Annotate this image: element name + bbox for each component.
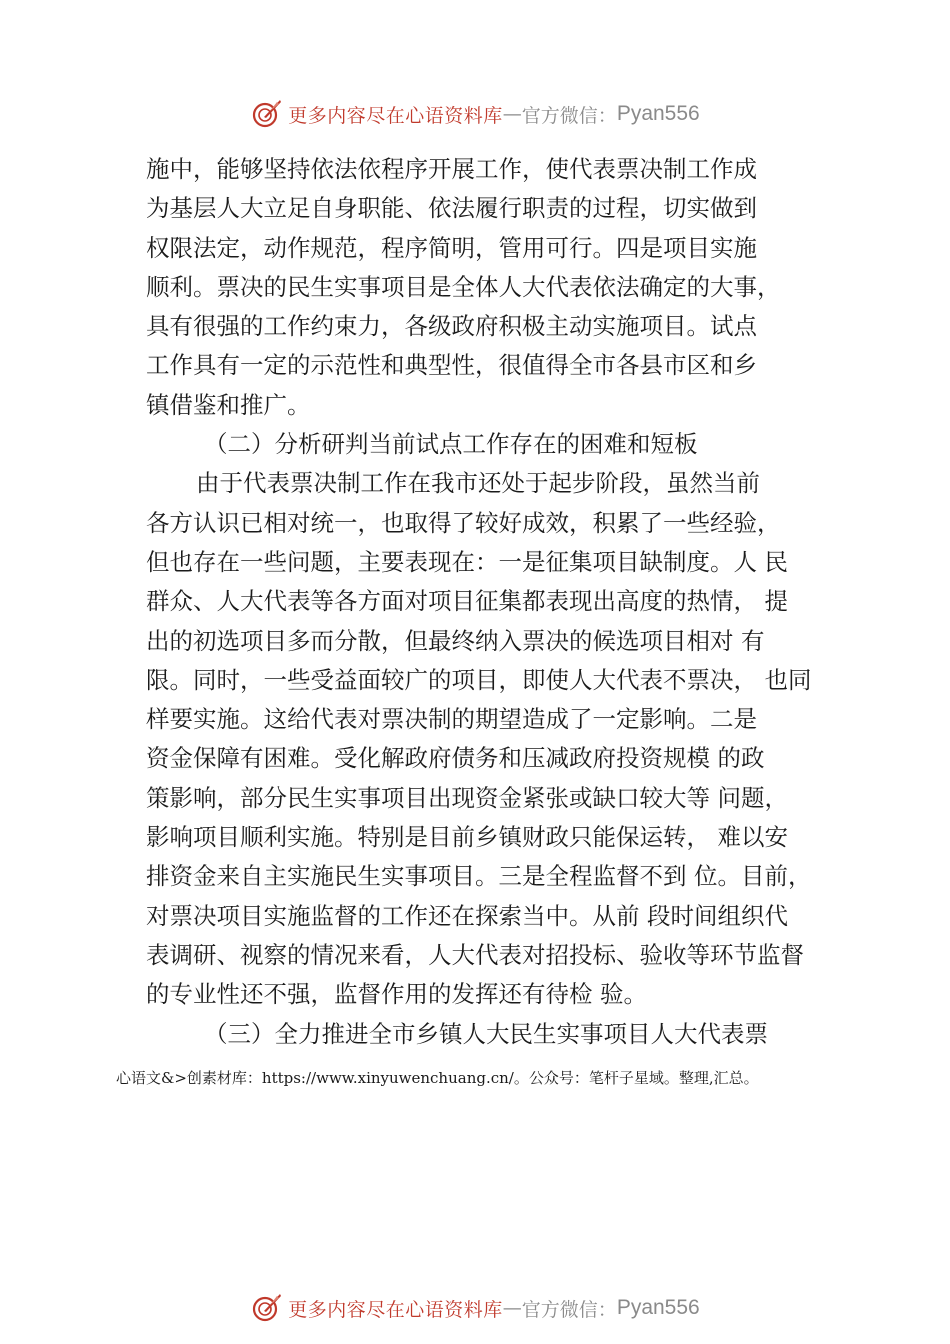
text-line: 顺利。票决的民生实事项目是全体人大代表依法确定的大事， [146,272,781,301]
text-line: 出的初选项目多而分散，但最终纳入票决的候选项目相对 有 [146,626,765,655]
watermark-header [0,94,950,134]
paragraph-first-line: 由于代表票决制工作在我市还处于起步阶段，虽然当前 [196,469,760,498]
text-line: 具有很强的工作约束力，各级政府积极主动实施项目。试点 [146,312,757,341]
watermark-brand: 更多内容尽在心语资料库 [288,104,503,127]
text-line: 群众、人大代表等各方面对项目征集都表现出高度的热情， 提 [146,587,788,616]
text-line: 样要实施。这给代表对票决制的期望造成了一定影响。二是 [146,705,757,734]
text-line: 策影响，部分民生实事项目出现资金紧张或缺口较大等 问题， [146,783,788,812]
document-body [146,150,836,1054]
watermark-official-label: 官方微信： [521,104,617,127]
text-line: 权限法定，动作规范，程序简明，管用可行。四是项目实施 [146,233,757,262]
text-line: 表调研、视察的情况来看，人大代表对招投标、验收等环节监督 [146,940,804,969]
watermark-footer [0,1288,950,1328]
quill-logo-icon [250,1291,284,1325]
watermark-separator: — [502,103,522,125]
text-line: 资金保障有困难。受化解政府债务和压减政府投资规模 的政 [146,744,765,773]
text-line: 为基层人大立足自身职能、依法履行职责的过程，切实做到 [146,194,757,223]
text-line: 但也存在一些问题，主要表现在：一是征集项目缺制度。人 民 [146,547,788,576]
text-line: 工作具有一定的示范性和典型性，很值得全市各县市区和乡 [146,351,757,380]
watermark-brand: 更多内容尽在心语资料库 [288,1298,503,1321]
text-line: 限。同时，一些受益面较广的项目，即使人大代表不票决， 也同 [146,665,812,694]
text-line: 对票决项目实施监督的工作还在探索当中。从前 段时间组织代 [146,901,788,930]
watermark-wechat-id: Pyan556 [616,1296,700,1319]
watermark-wechat-id: Pyan556 [616,102,700,125]
section-heading: （三）全力推进全市乡镇人大民生实事项目人大代表票 [204,1019,768,1048]
text-line: 施中，能够坚持依法依程序开展工作，使代表票决制工作成 [146,155,757,183]
watermark-official-label: 官方微信： [521,1298,617,1321]
watermark-separator: — [502,1297,522,1319]
source-note: 心语文&>创素材库：https://www.xinyuwenchuang.cn/。公众号：笔杆子星域。整理,汇总。 [116,1069,759,1087]
text-line: 的专业性还不强，监督作用的发挥还有待检 验。 [146,980,647,1009]
text-line: 各方认识已相对统一，也取得了较好成效，积累了一些经验， [146,508,781,537]
text-line: 影响项目顺利实施。特别是目前乡镇财政只能保运转， 难以安 [146,823,788,852]
section-heading: （二）分析研判当前试点工作存在的困难和短板 [204,430,698,459]
quill-logo-icon [250,97,284,131]
text-line: 排资金来自主实施民生实事项目。三是全程监督不到 位。目前， [146,862,812,891]
text-line: 镇借鉴和推广。 [146,390,311,419]
